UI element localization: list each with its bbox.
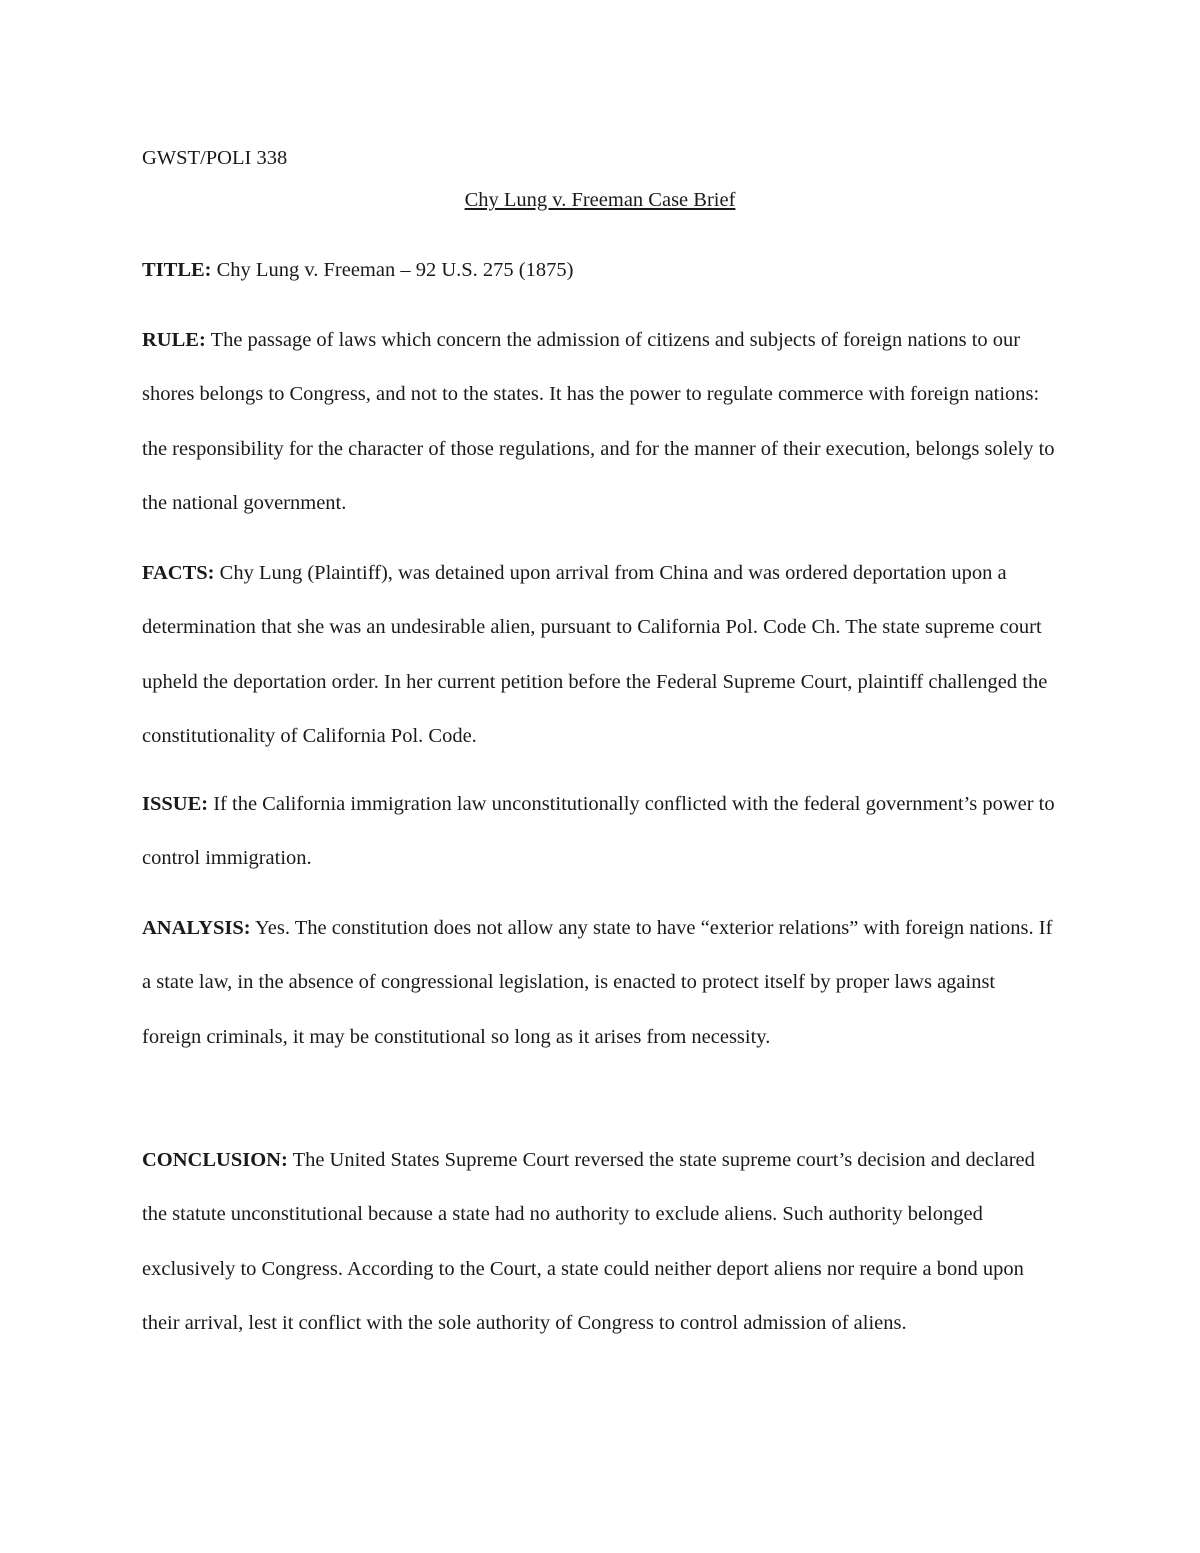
section-title <box>142 243 1058 297</box>
section-label: ISSUE: <box>142 793 209 815</box>
section-rule <box>142 313 1058 531</box>
section-text: If the California immigration law unconstitutionally conflicted with the federal government’s power to control immigration. <box>142 793 1055 870</box>
section-text: The United States Supreme Court reversed the state supreme court’s decision and declared the statute unconstitutional because a state had no authority to exclude aliens. Such authority belonged exclusively to Congress. According to the Court, a state could neither deport aliens nor require a bond upon their arrival, lest it conflict with the sole authority of Congress to control admission of aliens. <box>142 1149 1035 1335</box>
section-analysis <box>142 901 1058 1064</box>
section-label: RULE: <box>142 329 206 351</box>
section-text: Chy Lung (Plaintiff), was detained upon arrival from China and was ordered deportation upon a determination that she was an undesirable alien, pursuant to California Pol. Code Ch. The state supreme court upheld the deportation order. In her current petition before the Federal Supreme Court, plaintiff challenged the constitutionality of California Pol. Code. <box>142 562 1048 748</box>
section-text: The passage of laws which concern the admission of citizens and subjects of foreign nations to our shores belongs to Congress, and not to the states. It has the power to regulate commerce with foreign nations: the responsibility for the character of those regulations, and for the manner of their execution, belongs solely to the national government. <box>142 329 1055 515</box>
section-label: TITLE: <box>142 259 212 281</box>
section-conclusion <box>142 1133 1058 1351</box>
section-text: Chy Lung v. Freeman – 92 U.S. 275 (1875) <box>216 259 574 281</box>
document-title <box>142 186 1058 214</box>
document-title-text: Chy Lung v. Freeman Case Brief <box>464 189 736 211</box>
section-issue <box>142 777 1058 886</box>
section-text: Yes. The constitution does not allow any state to have “exterior relations” with foreign nations. If a state law, in the absence of congressional legislation, is enacted to protect itself by proper laws against foreign criminals, it may be constitutional so long as it arises from necessity. <box>142 917 1053 1048</box>
section-label: ANALYSIS: <box>142 917 251 939</box>
section-facts <box>142 546 1058 764</box>
section-label: FACTS: <box>142 562 215 584</box>
course-code: GWST/POLI 338 <box>142 147 288 169</box>
section-label: CONCLUSION: <box>142 1149 288 1171</box>
